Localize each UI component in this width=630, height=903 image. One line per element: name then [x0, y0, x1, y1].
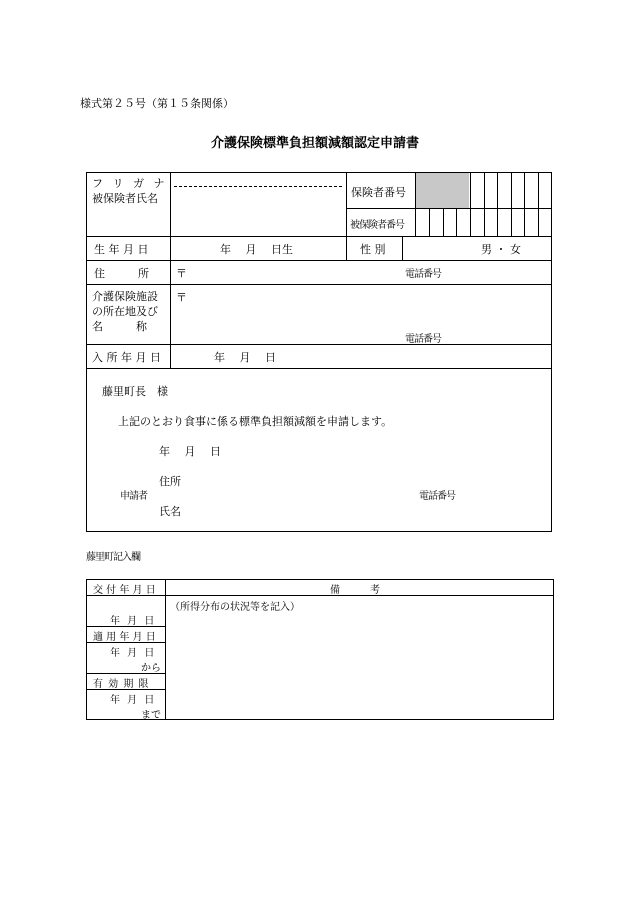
applicant-name-label: 氏名	[159, 505, 181, 518]
applicant-label: 申請者	[120, 491, 147, 502]
addressee: 藤里町長 様	[102, 385, 168, 398]
insured-number-label: 被保険者番号	[350, 220, 404, 231]
facility-label-3: 名 称	[92, 320, 147, 333]
page-title: 介護保険標準負担額減額認定申請書	[210, 136, 419, 151]
insurer-number-label: 保険者番号	[351, 186, 406, 199]
applicant-phone-label: 電話番号	[419, 491, 455, 502]
issue-date-value[interactable]: 年 月 日	[110, 616, 157, 627]
facility-label-1: 介護保険施設	[92, 290, 158, 303]
sex-label: 性 別	[360, 243, 386, 256]
furigana-label: フ リ ガ ナ	[92, 177, 168, 190]
facility-postal-mark: 〒	[176, 291, 187, 304]
facility-label-2: の所在地及び	[92, 305, 158, 318]
issue-date-label: 交 付 年 月 日	[93, 585, 156, 596]
remarks-field[interactable]	[168, 612, 550, 716]
application-date[interactable]: 年 月 日	[159, 445, 221, 458]
until-label: まで	[141, 710, 161, 721]
from-label: から	[141, 663, 161, 674]
applicant-address-label: 住所	[159, 475, 181, 488]
application-statement: 上記のとおり食事に係る標準負担額減額を申請します。	[118, 415, 393, 428]
admission-date-label: 入 所 年 月 日	[92, 351, 161, 364]
postal-mark: 〒	[176, 267, 187, 280]
address-label: 住 所	[94, 267, 149, 280]
admission-date-value[interactable]: 年 月 日	[214, 351, 276, 364]
validity-value[interactable]: 年 月 日	[110, 695, 157, 706]
birth-date-label: 生 年 月 日	[94, 243, 149, 256]
form-number: 様式第２５号（第１５条関係）	[80, 97, 234, 110]
birth-date-value[interactable]: 年 月 日生	[220, 243, 293, 256]
phone-label: 電話番号	[405, 269, 441, 280]
sex-value[interactable]: 男 ・ 女	[481, 243, 521, 256]
facility-phone-label: 電話番号	[405, 334, 441, 345]
remarks-note: （所得分布の状況等を記入）	[170, 602, 300, 613]
office-section-title: 藤里町記入欄	[86, 552, 140, 563]
insured-name-field[interactable]	[174, 192, 342, 232]
apply-date-value[interactable]: 年 月 日	[110, 648, 157, 659]
apply-date-label: 適 用 年 月 日	[93, 632, 156, 643]
remarks-label: 備 考	[330, 585, 380, 596]
validity-label: 有 効 期 限	[93, 679, 150, 690]
insured-name-label: 被保険者氏名	[92, 192, 158, 205]
